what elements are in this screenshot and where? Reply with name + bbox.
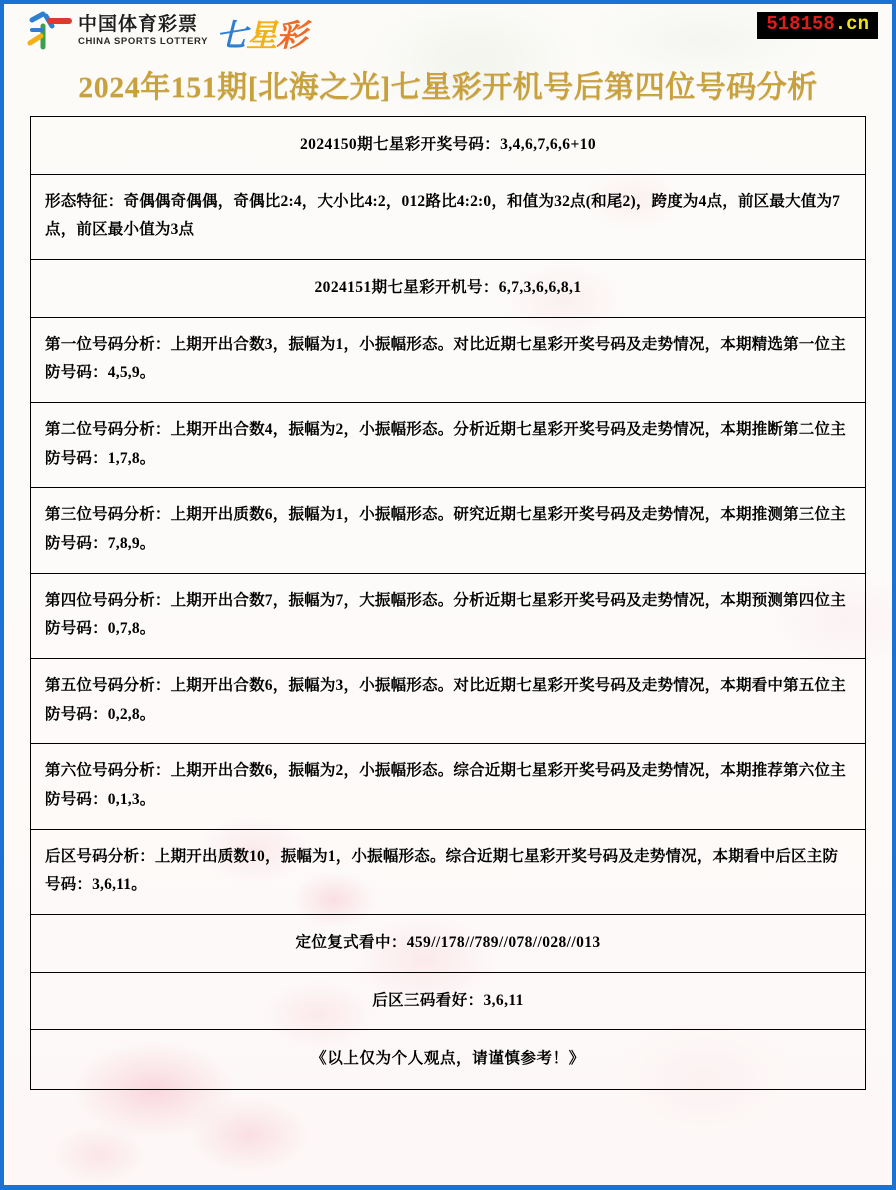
position-6-analysis: 第六位号码分析：上期开出合数6，振幅为2，小振幅形态。综合近期七星彩开奖号码及走势情况，本期推荐第六位主防号码：0,1,3。 xyxy=(31,744,866,829)
analysis-table-body xyxy=(31,117,866,1090)
table-row xyxy=(31,829,866,914)
rear-zone-three-picks: 后区三码看好：3,6,11 xyxy=(31,972,866,1030)
logo-english-name: CHINA SPORTS LOTTERY xyxy=(78,36,209,48)
product-char-2: 星 xyxy=(246,17,277,53)
table-row xyxy=(31,573,866,658)
site-header xyxy=(4,0,892,60)
product-wordmark xyxy=(216,10,306,55)
table-row xyxy=(31,317,866,402)
table-row xyxy=(31,915,866,973)
disclaimer: 《以上仅为个人观点，请谨慎参考！》 xyxy=(31,1030,866,1090)
position-5-analysis: 第五位号码分析：上期开出合数6，振幅为3，小振幅形态。对比近期七星彩开奖号码及走势情况，本期看中第五位主防号码：0,2,8。 xyxy=(31,659,866,744)
page-title: 2024年151期[北海之光]七星彩开机号后第四位号码分析 xyxy=(78,71,818,104)
position-3-analysis: 第三位号码分析：上期开出质数6，振幅为1，小振幅形态。研究近期七星彩开奖号码及走势情况，本期推测第三位主防号码：7,8,9。 xyxy=(31,488,866,573)
badge-tld: .cn xyxy=(834,13,869,35)
sports-lottery-figure-icon xyxy=(26,10,72,52)
table-row xyxy=(31,117,866,175)
badge-number: 518158 xyxy=(766,13,835,35)
position-4-analysis: 第四位号码分析：上期开出合数7，振幅为7，大振幅形态。分析近期七星彩开奖号码及走势情况，本期预测第四位主防号码：0,7,8。 xyxy=(31,573,866,658)
table-row xyxy=(31,174,866,259)
product-char-3: 彩 xyxy=(276,17,307,53)
table-row xyxy=(31,403,866,488)
logo-wordmark xyxy=(78,15,208,47)
table-row xyxy=(31,744,866,829)
logo-chinese-name: 中国体育彩票 xyxy=(78,14,199,36)
pattern-features: 形态特征：奇偶偶奇偶偶，奇偶比2:4，大小比4:2，012路比4:2:0，和值为32点(和尾2)，跨度为4点，前区最大值为7点，前区最小值为3点 xyxy=(31,174,866,259)
table-row xyxy=(31,659,866,744)
position-1-analysis: 第一位号码分析：上期开出合数3，振幅为1，小振幅形态。对比近期七星彩开奖号码及走势情况，本期精选第一位主防号码：4,5,9。 xyxy=(31,317,866,402)
lottery-logo xyxy=(26,6,880,56)
rear-zone-analysis: 后区号码分析：上期开出质数10，振幅为1，小振幅形态。综合近期七星彩开奖号码及走势情况，本期看中后区主防号码：3,6,11。 xyxy=(31,829,866,914)
product-char-1: 七 xyxy=(216,17,247,53)
position-2-analysis: 第二位号码分析：上期开出合数4，振幅为2，小振幅形态。分析近期七星彩开奖号码及走势情况，本期推断第二位主防号码：1,7,8。 xyxy=(31,403,866,488)
table-row xyxy=(31,1030,866,1090)
machine-numbers: 2024151期七星彩开机号：6,7,3,6,6,8,1 xyxy=(31,260,866,318)
site-watermark-badge xyxy=(757,12,878,39)
last-draw-numbers: 2024150期七星彩开奖号码：3,4,6,7,6,6+10 xyxy=(31,117,866,175)
analysis-table xyxy=(30,116,866,1090)
table-row xyxy=(31,488,866,573)
positional-compound-pick: 定位复式看中：459//178//789//078//028//013 xyxy=(31,915,866,973)
table-row xyxy=(31,260,866,318)
table-row xyxy=(31,972,866,1030)
analysis-table-wrap xyxy=(4,116,892,1090)
